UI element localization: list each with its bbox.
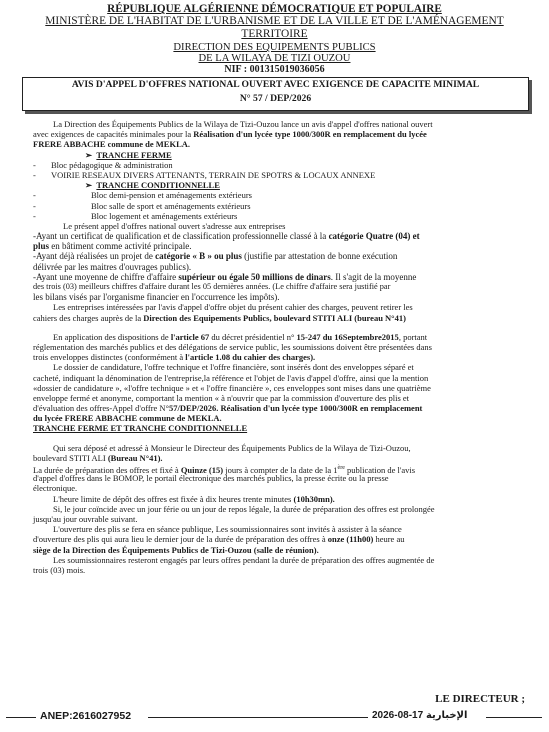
- footer-publication: [372, 710, 467, 721]
- footer-rule: [486, 717, 542, 718]
- footer-rule: [6, 717, 36, 718]
- condition-line: délivrée par les maitres d'ouvrages publics).: [33, 261, 192, 272]
- header-direction-line2: DE LA WILAYA DE TIZI OUZOU: [198, 53, 351, 64]
- dossier-line: cacheté, indiquant la dénomination de l'entreprise,la référence et l'objet de l'avis d'appel d'offre, ainsi que la mention: [33, 372, 429, 383]
- notice-body: [33, 119, 526, 575]
- dossier-line: du lycée FRERE ABBACHE commune de MEKLA.: [33, 413, 222, 424]
- condition-line: plus en bâtiment comme activité principale.: [33, 241, 192, 252]
- depot-line: d'appel d'offres dans le BOMOP, le portail électronique des marchés publics, la presse écrite ou la presse: [33, 473, 389, 484]
- signature: LE DIRECTEUR ;: [435, 693, 525, 705]
- depot-line: L'heure limite de dépôt des offres est fixée à dix heures trente minutes (10h30mn).: [53, 493, 335, 504]
- depot-line: électronique.: [33, 483, 78, 494]
- list-item: - Bloc pédagogique & administration: [33, 159, 173, 170]
- tranche-ferme-heading: ➢ TRANCHE FERME: [85, 149, 172, 160]
- header-republic: RÉPUBLIQUE ALGÉRIENNE DÉMOCRATIQUE ET POPULAIRE: [107, 3, 442, 15]
- application-line: En application des dispositions de l'article 67 du décret présidentiel n° 15-247 du 16Septembre2015, portant: [53, 331, 428, 342]
- dossier-line: Le dossier de candidature, l'offre technique et l'offre financière, sont insérés dont des enveloppes séparé et: [53, 362, 414, 373]
- arrow-bullet-icon: ➢: [85, 149, 97, 160]
- condition-line: les bilans visés par l'organisme financier en l'occurrence les impôts).: [33, 292, 280, 303]
- notice-number: N° 57 / DEP/2026: [239, 93, 312, 104]
- dossier-line: enveloppe fermé et anonyme, comportant la mention « à n'ouvrir que par la commission d'ouverture des plis et: [33, 392, 410, 403]
- condition-line: -Ayant déjà réalisées un projet de catégorie « B » ou plus (justifie par attestation de bonne exécution: [33, 251, 398, 262]
- depot-line: boulevard STITI ALI (Bureau N°41).: [33, 452, 163, 463]
- footer-newspaper: الإخبارية: [425, 710, 468, 721]
- header-nif: NIF : 001315019036056: [224, 64, 325, 75]
- application-line: réglementation des marchés publics et des délégations de service public, les soumissions doivent être présentées dans: [33, 341, 432, 352]
- depot-line: Les soumissionnaires resteront engagés par leurs offres pendant la durée de préparation des offres augmentée de: [53, 554, 435, 565]
- list-item: - Bloc salle de sport et aménagements extérieurs: [33, 200, 251, 211]
- depot-line: L'ouverture des plis se fera en séance publique, Les soumissionnaires sont invités à assister à la séance: [53, 524, 402, 535]
- footer-anep-reference: ANEP:2616027952: [40, 710, 132, 722]
- dossier-line: d'évaluation des offres-Appel d'offre N°57/DEP/2026. Réalisation d'un lycée type 1000/300R en remplacement: [33, 403, 423, 414]
- intro-line: avec exigences de capacités minimales pour la Réalisation d'un lycée type 1000/300R en remplacement du lycée: [33, 129, 427, 140]
- depot-line: jusqu'au jour ouvrable suivant.: [33, 513, 138, 524]
- notice-title: AVIS D'APPEL D'OFFRES NATIONAL OUVERT AVEC EXIGENCE DE CAPACITE MINIMAL: [71, 79, 480, 90]
- depot-line: trois (03) mois.: [33, 564, 86, 575]
- footer: [0, 710, 549, 724]
- depot-line: Qui sera déposé et adressé à Monsieur le Directeur des Équipements Publics de la Wilaya de Tizi-Ouzou,: [53, 442, 411, 453]
- depot-line: siège de la Direction des Équipements Publics de Tizi-Ouzou (salle de réunion).: [33, 544, 319, 555]
- dossier-tranche-heading: TRANCHE FERME ET TRANCHE CONDITIONNELLE: [33, 423, 248, 434]
- depot-line: d'ouverture des plis qui aura lieu le dernier jour de la durée de préparation des offres à onze (11h00) heure au: [33, 534, 405, 545]
- header-ministry-line2: TERRITOIRE: [241, 28, 308, 40]
- arrow-bullet-icon: ➢: [85, 180, 97, 191]
- retrait-line: cahiers des charges auprès de la Direction des Equipements Publics, boulevard STITI ALI (bureau N°41): [33, 312, 406, 323]
- application-line: trois enveloppes distinctes (conformément à l'article 1.08 du cahier des charges).: [33, 352, 316, 363]
- footer-date: 2026-08-17: [372, 710, 424, 721]
- retrait-line: Les entreprises intéressées par l'avis d'appel d'offre objet du présent cahier des charges, peuvent retirer les: [53, 302, 413, 313]
- header-ministry-line1: MINISTÈRE DE L'HABITAT DE L'URBANISME ET DE LA VILLE ET DE L'AMÉNAGEMENT: [45, 15, 504, 27]
- depot-line: Si, le jour coïncide avec un jour férie ou un jour de repos légale, la durée de préparation des offres est prolongée: [53, 503, 435, 514]
- list-item: - Bloc demi-pension et aménagements extérieurs: [33, 190, 252, 201]
- intro-line: FRERE ABBACHE commune de MEKLA.: [33, 139, 191, 150]
- list-item: - VOIRIE RESEAUX DIVERS ATTENANTS, TERRAIN DE SPOTRS & LOCAUX ANNEXE: [33, 169, 376, 180]
- condition-line: des trois (03) meilleurs chiffres d'affaire durant les 05 dernières années. (Le chiffre d'affaire sera justifié par: [33, 282, 391, 291]
- list-item: - Bloc logement et aménagements extérieurs: [33, 210, 238, 221]
- depot-line: La durée de préparation des offres et fixé à Quinze (15) jours à compter de la date de la 1ère publication de l'avis: [33, 464, 416, 475]
- condition-line: -Ayant une moyenne de chiffre d'affaire supérieur ou égale 50 millions de dinars. Il s'agit de la moyenne: [33, 271, 417, 282]
- conditions-lead: Le présent appel d'offres national ouvert s'adresse aux entreprises: [63, 220, 286, 231]
- dossier-line: «dossier de candidature », «l'offre technique » et « l'offre financière », ces enveloppes sont mises dans une quatrième: [33, 382, 431, 393]
- header-direction-line1: DIRECTION DES EQUIPEMENTS PUBLICS: [173, 42, 376, 53]
- notice-title-box: [22, 77, 529, 111]
- footer-rule: [148, 717, 368, 718]
- intro-line: La Direction des Équipements Publics de la Wilaya de Tizi-Ouzou lance un avis d'appel d'offres national ouvert: [53, 119, 433, 129]
- tranche-conditionnelle-heading: ➢ TRANCHE CONDITIONNELLE: [85, 180, 220, 191]
- condition-line: -Ayant un certificat de qualification et de classification professionnelle classé à la catégorie Quatre (04) et: [33, 231, 420, 242]
